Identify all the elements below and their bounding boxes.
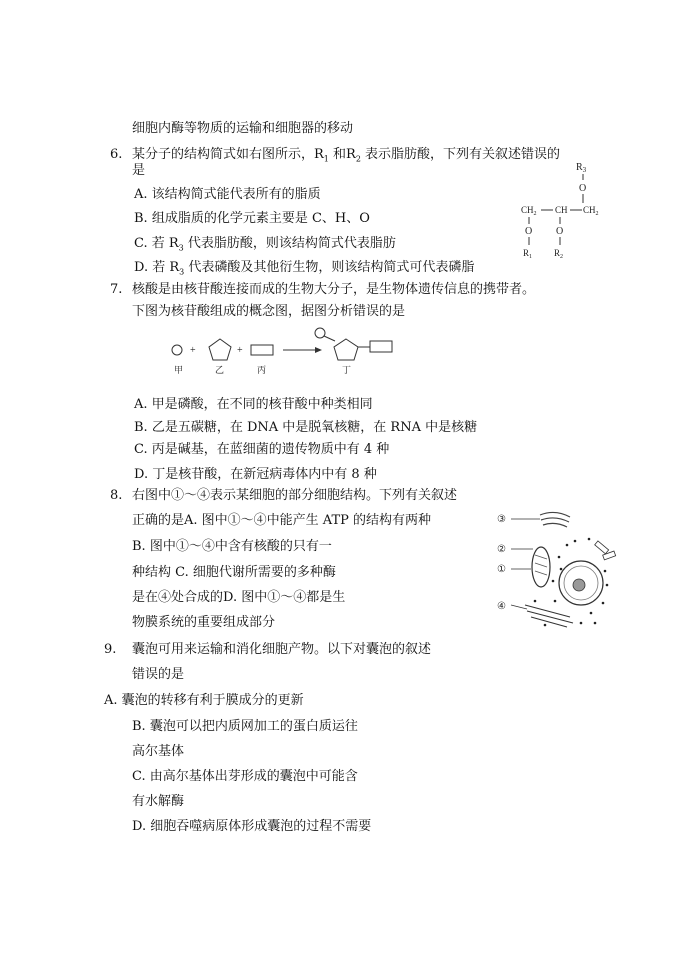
label-4: ④ (497, 601, 506, 612)
option-a: A. 甲是磷酸，在不同的核苷酸中种类相同 (134, 397, 373, 412)
plus-1: + (190, 345, 196, 356)
nucleotide-concept-figure (165, 322, 400, 378)
text-line: 正确的是A. 图中①～④中能产生 ATP 的结构有两种 (132, 513, 432, 528)
bing-label: 丙 (257, 365, 267, 375)
label-2: ② (497, 544, 506, 555)
question-stem: 核酸是由核苷酸连接而成的生物大分子，是生物体遗传信息的携带者。 (132, 282, 536, 297)
option-d: D. 若 $R_3$ 代表磷酸及其他衍生物，则该结构简式可代表磷脂 (134, 260, 475, 277)
label-1: ① (497, 564, 506, 575)
bing-rect (251, 345, 273, 355)
text-line: 种结构 C. 细胞代谢所需要的多种酶 (132, 565, 336, 580)
option-b: B. 组成脂质的化学元素主要是 C、H、O (134, 211, 370, 226)
arrow-head (315, 347, 322, 353)
yi-pentagon (209, 339, 231, 360)
question-stem: 某分子的结构简式如右图所示，$R_1$ 和$R_2$ 表示脂肪酸，下列有关叙述错误的 (132, 147, 561, 164)
cell-structure-figure (495, 505, 620, 635)
option-c: C. 丙是碱基，在蓝细菌的遗传物质中有 4 种 (134, 442, 390, 457)
mitochondrion (532, 547, 550, 587)
question-stem: 囊泡可用来运输和消化细胞产物。以下对囊泡的叙述 (132, 642, 432, 657)
jia-circle (172, 345, 182, 355)
option-a: A. 囊泡的转移有利于膜成分的更新 (104, 693, 304, 708)
jia-label: 甲 (174, 365, 184, 375)
ding-label: 丁 (342, 365, 352, 375)
text-line: 细胞内酶等物质的运输和细胞器的移动 (132, 121, 354, 136)
nucleolus (573, 579, 585, 591)
option-b-cont: 高尔基体 (132, 744, 185, 759)
lipid-structure-figure (515, 160, 610, 265)
question-stem-cont: 是 (132, 163, 146, 178)
option-c: C. 若 $R_3$ 代表脂肪酸，则该结构简式代表脂肪 (134, 236, 396, 253)
plus-2: + (237, 345, 243, 356)
r3-label: $R_3$ (576, 162, 587, 174)
o-left: O (525, 226, 533, 237)
option-d: D. 细胞吞噬病原体形成囊泡的过程不需要 (132, 819, 372, 834)
option-b: B. 囊泡可以把内质网加工的蛋白质运往 (132, 719, 358, 734)
ding-sugar (334, 339, 358, 360)
ch2-right: $CH_2$ (583, 205, 599, 217)
text-line: 物膜系统的重要组成部分 (132, 615, 276, 630)
text-line: B. 图中①～④中含有核酸的只有一 (132, 539, 332, 554)
question-number: 6. (110, 147, 123, 162)
ribosomes (534, 538, 609, 627)
option-a: A. 该结构简式能代表所有的脂质 (134, 187, 321, 202)
r1-label: $R_1$ (523, 248, 533, 260)
question-stem-cont: 错误的是 (132, 667, 185, 682)
option-c-cont: 有水解酶 (132, 794, 185, 809)
question-stem: 右图中①～④表示某细胞的部分细胞结构。下列有关叙述 (132, 488, 458, 503)
question-number: 9. (104, 642, 117, 657)
ding-phosphate (315, 328, 325, 338)
text-line: 是在④处合成的D. 图中①～④都是生 (132, 590, 346, 605)
question-stem-cont: 下图为核苷酸组成的概念图，据图分析错误的是 (132, 304, 406, 319)
golgi-apparatus (540, 512, 570, 517)
ch-middle: CH (555, 205, 568, 215)
option-c: C. 由高尔基体出芽形成的囊泡中可能含 (132, 769, 358, 784)
endoplasmic-reticulum (525, 605, 573, 627)
option-b: B. 乙是五碳糖，在 DNA 中是脱氧核糖，在 RNA 中是核糖 (134, 420, 478, 435)
ding-base (370, 341, 392, 352)
question-number: 8. (110, 488, 123, 503)
o-middle: O (556, 226, 564, 237)
label-3: ③ (497, 514, 506, 525)
question-number: 7. (110, 282, 123, 297)
ch2-left: $CH_2$ (521, 205, 537, 217)
yi-label: 乙 (215, 365, 225, 375)
option-d: D. 丁是核苷酸，在新冠病毒体内中有 8 种 (134, 467, 377, 482)
o-top: O (579, 183, 587, 194)
r2-label: $R_2$ (554, 248, 564, 260)
